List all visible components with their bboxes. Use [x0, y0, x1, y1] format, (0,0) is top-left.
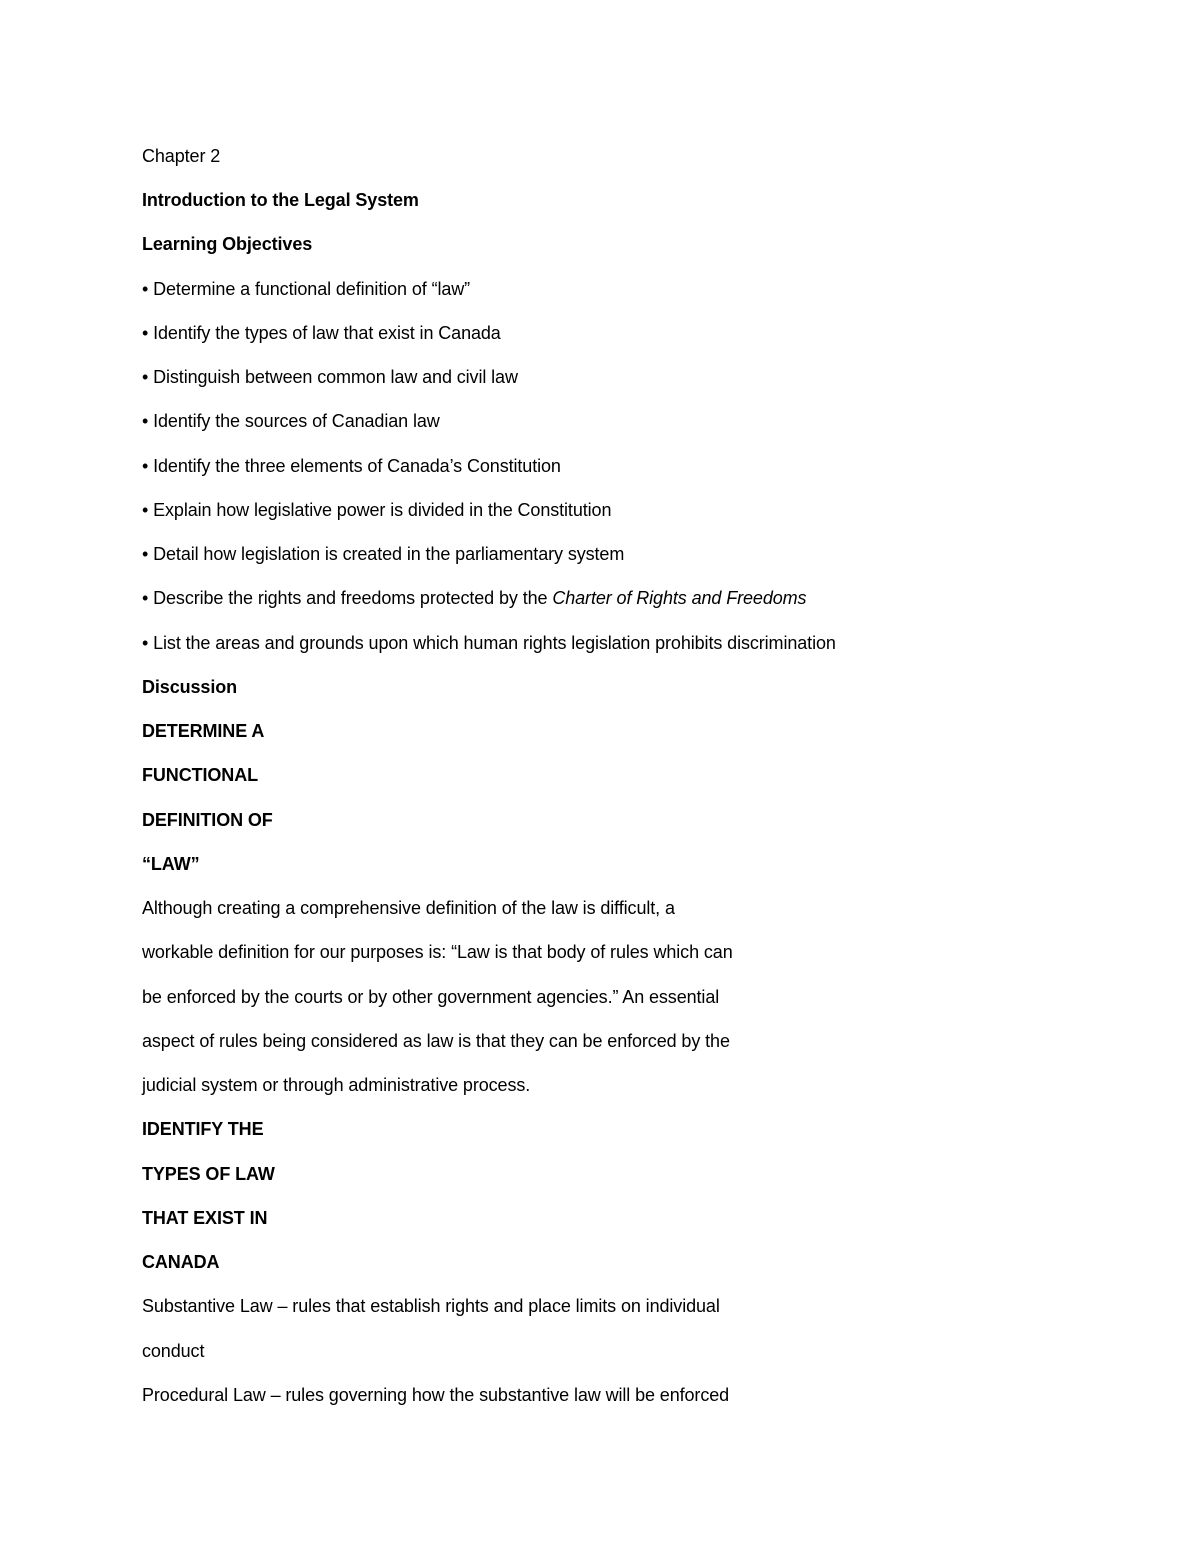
section-heading-line: DEFINITION OF: [142, 810, 273, 830]
objective-item: • Identify the three elements of Canada’s Constitution: [142, 456, 561, 476]
objective-item: • Identify the types of law that exist in Canada: [142, 323, 501, 343]
objective-item: • Determine a functional definition of “law”: [142, 279, 471, 299]
paragraph-line: Although creating a comprehensive definition of the law is difficult, a: [142, 898, 675, 918]
objective-item: • Explain how legislative power is divided in the Constitution: [142, 500, 612, 520]
objective-item-charter: [142, 586, 806, 610]
paragraph-line: conduct: [142, 1341, 205, 1361]
section-heading-line: CANADA: [142, 1252, 220, 1272]
objective-item: • List the areas and grounds upon which human rights legislation prohibits discrimination: [142, 633, 836, 653]
chapter-label: Chapter 2: [142, 146, 221, 166]
objectives-heading: Learning Objectives: [142, 234, 313, 254]
paragraph-line: aspect of rules being considered as law is that they can be enforced by the: [142, 1031, 730, 1051]
section-heading-line: THAT EXIST IN: [142, 1208, 268, 1228]
objective-charter-prefix: • Describe the rights and freedoms protected by the: [142, 588, 553, 608]
objective-item: • Identify the sources of Canadian law: [142, 411, 440, 431]
charter-title: Charter of Rights and Freedoms: [552, 588, 807, 608]
section-heading-line: FUNCTIONAL: [142, 765, 258, 785]
objective-item: • Detail how legislation is created in the parliamentary system: [142, 544, 625, 564]
paragraph-line: Procedural Law – rules governing how the substantive law will be enforced: [142, 1385, 730, 1405]
paragraph-line: Substantive Law – rules that establish rights and place limits on individual: [142, 1296, 720, 1316]
section-heading-line: TYPES OF LAW: [142, 1164, 275, 1184]
objective-item: • Distinguish between common law and civil law: [142, 367, 518, 387]
paragraph-line: workable definition for our purposes is: “Law is that body of rules which can: [142, 942, 733, 962]
discussion-heading: Discussion: [142, 677, 238, 697]
paragraph-line: judicial system or through administrative process.: [142, 1075, 531, 1095]
paragraph-line: be enforced by the courts or by other government agencies.” An essential: [142, 987, 720, 1007]
section-heading-line: IDENTIFY THE: [142, 1119, 264, 1139]
section-heading-line: “LAW”: [142, 854, 200, 874]
document-title: Introduction to the Legal System: [142, 190, 419, 210]
section-heading-line: DETERMINE A: [142, 721, 265, 741]
